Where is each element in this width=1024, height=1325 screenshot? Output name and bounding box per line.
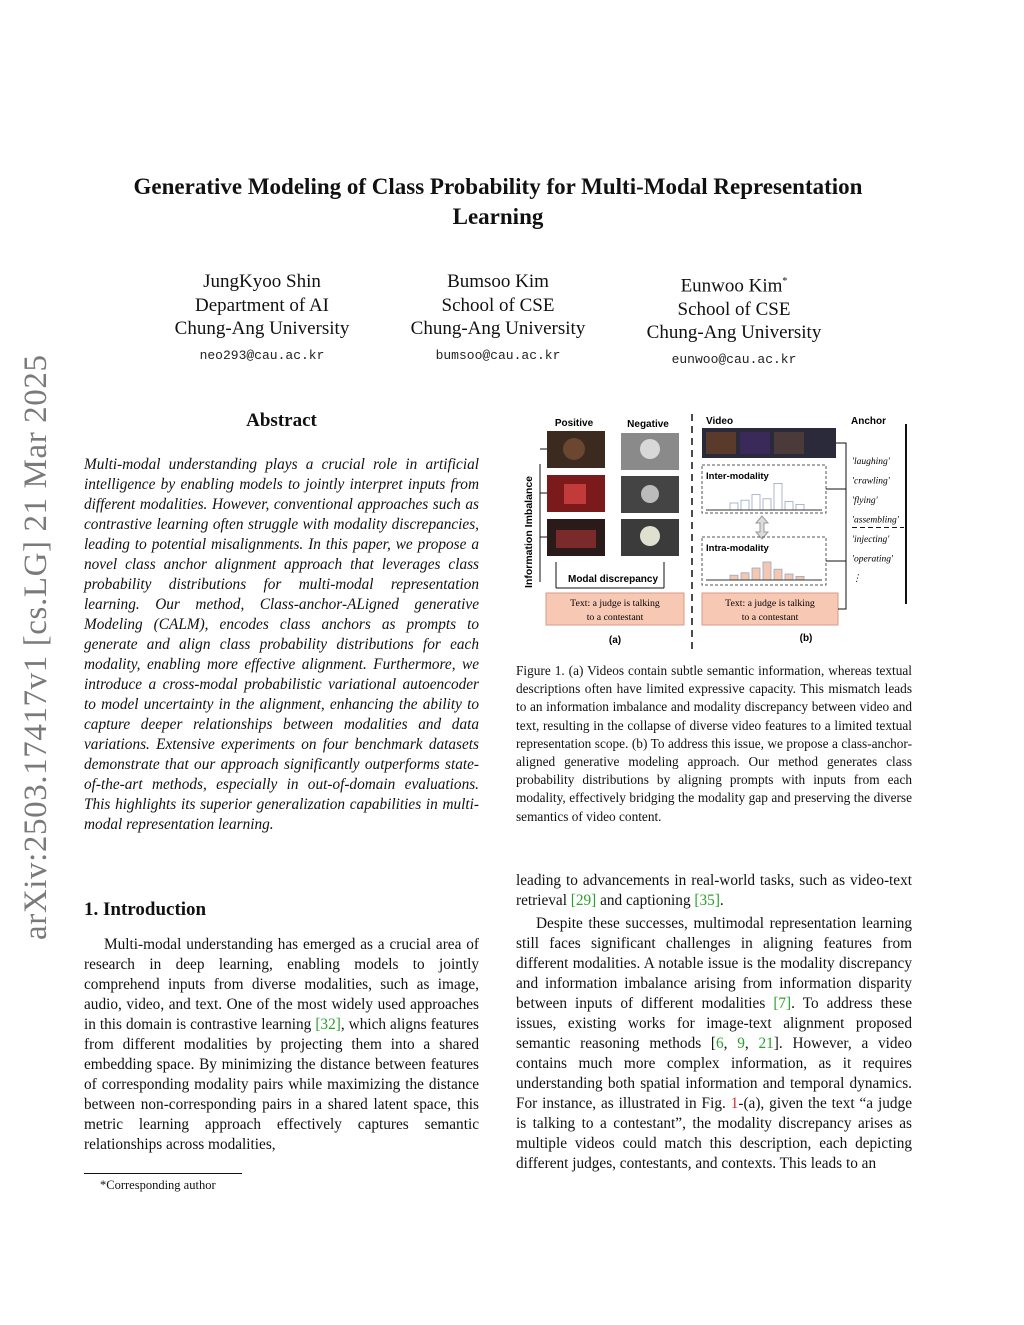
author-block bbox=[142, 270, 382, 367]
info-imbalance-label: Information Imbalance bbox=[523, 475, 535, 588]
double-arrow-icon bbox=[756, 516, 768, 539]
body-text-right: leading to advancements in real-world tasks, such as video-text retrieval [29] and captioning [35]. Despite these successes, multimodal representation learning still faces significant challenges in aligning features from different modalities. A notable issue is the modality discrepancy and information imbalance arising from information disparity between inputs of different modalities [7]. To address these issues, existing works for image-text alignment proposed semantic reasoning methods [6, 9, 21]. However, a video contains much more complex information, as it requires understanding both spatial information and temporal dynamics. For instance, as illustrated in Fig. 1-(a), given the text “a judge is talking to a contestant”, the modality discrepancy arises as multiple videos could match this description, each depicting different judges, contestants, and contexts. This leads to an bbox=[516, 872, 912, 1172]
anchor-word: 'injecting' bbox=[852, 535, 890, 545]
citation-link[interactable]: 6 bbox=[716, 1035, 724, 1052]
citation-link[interactable]: [32] bbox=[315, 1016, 341, 1033]
histogram-bar bbox=[785, 502, 793, 510]
intro-heading: 1. Introduction bbox=[84, 899, 207, 920]
footnote-rule bbox=[84, 1173, 242, 1174]
text-box-b-label: Text: a judge is talking to a contestant bbox=[725, 598, 815, 623]
citation-link[interactable]: 9 bbox=[737, 1035, 745, 1052]
negative-label: Negative bbox=[627, 419, 669, 430]
anchor-word: ⋮ bbox=[852, 574, 862, 584]
positive-label: Positive bbox=[554, 418, 594, 429]
histogram-bar bbox=[774, 569, 782, 580]
histogram-bar bbox=[730, 575, 738, 580]
anchor-word: 'crawling' bbox=[852, 476, 890, 487]
anchor-word: 'assembling' bbox=[852, 515, 899, 526]
inter-modality-label: Inter-modality bbox=[706, 471, 769, 482]
author-dept: Department of AI bbox=[194, 294, 329, 316]
paper-title: Generative Modeling of Class Probability for Multi-Modal Representation Learning bbox=[133, 174, 863, 229]
author-email[interactable]: bumsoo@cau.ac.kr bbox=[435, 347, 561, 363]
anchor-label: Anchor bbox=[851, 416, 886, 427]
author-email[interactable]: eunwoo@cau.ac.kr bbox=[671, 351, 797, 367]
modal-discrepancy-label: Modal discrepancy bbox=[567, 574, 659, 585]
anchor-word: 'operating' bbox=[852, 554, 894, 565]
figure-ref-link[interactable]: 1 bbox=[730, 1095, 739, 1112]
figure-1 bbox=[516, 412, 912, 660]
author-dept: School of CSE bbox=[677, 298, 791, 320]
intra-modality-histogram bbox=[730, 562, 804, 580]
figure-caption: Figure 1. (a) Videos contain subtle semantic information, whereas textual descriptions often have limited expressive capacity. This mismatch leads to an information imbalance and modality discrepancy between video and text, resulting in the collapse of diverse video features to a limited textual representation scope. (b) To address this issue, we propose a class-anchor-aligned generative modeling approach. Our method generates class probability distributions by aligning prompts with inputs from each modality, effectively bridging the modality gap and preserving the diverse semantics of video content. bbox=[516, 663, 912, 824]
subfigure-a-label: (a) bbox=[608, 635, 622, 646]
histogram-bar bbox=[796, 576, 804, 580]
author-univ: Chung-Ang University bbox=[174, 318, 350, 339]
histogram-bar bbox=[741, 500, 749, 510]
author-univ: Chung-Ang University bbox=[410, 318, 586, 339]
author-name: JungKyoo Shin bbox=[203, 271, 321, 292]
citation-link[interactable]: 21 bbox=[758, 1035, 774, 1052]
histogram-bar bbox=[763, 499, 771, 510]
corresponding-mark: * bbox=[782, 276, 788, 287]
author-name: Eunwoo Kim bbox=[680, 275, 783, 297]
author-univ: Chung-Ang University bbox=[646, 322, 822, 344]
abstract-text: Multi-modal understanding plays a crucial role in artificial intelligence by enabling models to jointly interpret inputs from different modalities. However, conventional approaches such as contrastive learning often struggle with modality discrepancies, leading to potential misalignments. In this paper, we propose a novel class anchor alignment approach that leverages class probability distributions for multi-modal representation learning. Our method, Class-anchor-ALigned generative Modeling (CALM), encodes class anchors as prompts to generate and align class probability distributions for each modality, enabling more effective alignment. Furthermore, we introduce a cross-modal probabilistic variational autoencoder to model uncertainty in the alignment, enhancing the ability to capture deeper relationships between modalities and data variations. Extensive experiments on four benchmark datasets demonstrate that our approach significantly outperforms state-of-the-art methods, especially in out-of-domain evaluations. This highlights its superior generalization capabilities in multi-modal representation learning. bbox=[84, 456, 479, 833]
anchor-word: 'flying' bbox=[852, 496, 878, 506]
author-block bbox=[378, 270, 618, 367]
video-label: Video bbox=[706, 416, 734, 427]
anchor-word: 'laughing' bbox=[852, 457, 890, 467]
anchor-list bbox=[852, 457, 904, 584]
author-email[interactable]: neo293@cau.ac.kr bbox=[199, 347, 325, 363]
abstract-heading: Abstract bbox=[246, 410, 317, 431]
citation-link[interactable]: [35] bbox=[694, 892, 720, 909]
author-name: Bumsoo Kim bbox=[447, 271, 549, 292]
histogram-bar bbox=[752, 568, 760, 580]
arxiv-identifier: arXiv:2503.17417v1 [cs.LG] 21 Mar 2025 bbox=[18, 354, 54, 940]
histogram-bar bbox=[741, 573, 749, 580]
histogram-bar bbox=[785, 574, 793, 580]
histogram-bar bbox=[796, 504, 804, 510]
citation-link[interactable]: [7] bbox=[773, 995, 792, 1012]
histogram-bar bbox=[763, 562, 771, 580]
author-block bbox=[614, 270, 854, 371]
author-dept: School of CSE bbox=[441, 294, 555, 316]
subfigure-b-label: (b) bbox=[799, 633, 813, 644]
intra-modality-label: Intra-modality bbox=[706, 543, 769, 554]
text-box-a-label: Text: a judge is talking to a contestant bbox=[570, 598, 660, 623]
inter-modality-histogram bbox=[730, 483, 804, 510]
footnote: *Corresponding author bbox=[100, 1178, 216, 1192]
histogram-bar bbox=[730, 503, 738, 510]
intro-paragraph: Multi-modal understanding has emerged as a crucial area of research in deep learning, enabling models to jointly comprehend inputs from diverse modalities, such as image, audio, video, and text. One of the most widely used approaches in this domain is contrastive learning [32], which aligns features from different modalities by projecting them into a shared embedding space. By minimizing the distance between features of corresponding modality pairs while maximizing the distance between non-corresponding pairs in a shared latent space, this metric learning approach effectively captures semantic relationships across modalities, bbox=[84, 936, 479, 1153]
histogram-bar bbox=[752, 495, 760, 510]
histogram-bar bbox=[774, 483, 782, 510]
citation-link[interactable]: [29] bbox=[570, 892, 597, 909]
